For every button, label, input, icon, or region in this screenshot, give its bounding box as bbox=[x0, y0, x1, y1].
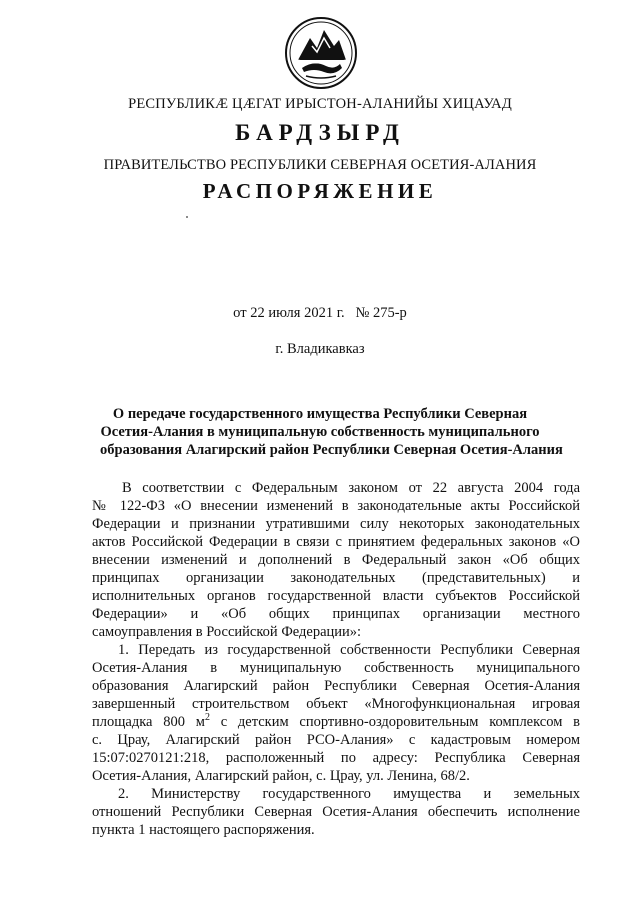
item1-line: с. Црау, Алагирский район РСО-Алания» с кадастровым номером bbox=[92, 732, 580, 748]
preamble-line: № 122-ФЗ «О внесении изменений в законодательные акты Российской bbox=[92, 498, 580, 514]
preamble-line: исполнительных органов государственной власти субъектов Российской bbox=[92, 588, 580, 604]
scan-speck bbox=[186, 216, 188, 218]
subject-line: О передаче государственного имущества Республики Северная bbox=[112, 406, 528, 422]
subject-line: образования Алагирский район Республики Северная Осетия-Алания bbox=[100, 442, 563, 458]
document-date-line bbox=[0, 305, 640, 322]
preamble-line: самоуправления в Российской Федерации»: bbox=[92, 624, 362, 640]
item2-line: пункта 1 настоящего распоряжения. bbox=[92, 822, 315, 838]
item1-line: образования Алагирский район Республики Северная Осетия-Алания bbox=[92, 678, 580, 694]
item2-line: 2. Министерству государственного имущества и земельных bbox=[118, 786, 580, 802]
area-text-rest: с детским спортивно-оздоровительным комплексом в bbox=[209, 714, 580, 730]
item1-line: завершенный строительством объект «Многофункциональная игровая bbox=[92, 696, 580, 712]
item1-line: Осетия-Алания, Алагирский район, с. Црау, ул. Ленина, 68/2. bbox=[92, 768, 470, 784]
russian-government-title: ПРАВИТЕЛЬСТВО РЕСПУБЛИКИ СЕВЕРНАЯ ОСЕТИЯ-АЛАНИЯ bbox=[103, 157, 537, 173]
subject-line: Осетия-Алания в муниципальную собственность муниципального bbox=[100, 424, 540, 440]
preamble-line: Федерации и признании утратившими силу некоторых законодательных bbox=[92, 516, 580, 532]
item2-line: отношений Республики Северная Осетия-Алания обеспечить исполнение bbox=[92, 804, 580, 820]
preamble-line: внесении изменений и дополнений в Федеральный закон «Об общих bbox=[92, 552, 580, 568]
preamble-line: принципах организации законодательных (представительных) и bbox=[92, 570, 580, 586]
area-text: площадка 800 м bbox=[92, 714, 205, 730]
preamble-line: В соответствии с Федеральным законом от 22 августа 2004 года bbox=[122, 480, 580, 496]
document-body bbox=[92, 479, 580, 839]
item1-line-area bbox=[92, 713, 580, 731]
preamble-line: актов Российской Федерации в связи с принятием федеральных законов «О bbox=[92, 534, 580, 550]
item1-line: 15:07:0270121:218, расположенный по адресу: Республика Северная bbox=[92, 750, 580, 766]
ossetian-government-title: РЕСПУБЛИКӔ ЦӔГАТ ИРЫСТОН-АЛАНИЙЫ ХИЦАУАД bbox=[128, 96, 512, 112]
item1-line: 1. Передать из государственной собственности Республики Северная bbox=[118, 642, 580, 658]
preamble-line: Федерации» и «Об общих принципах организации местного bbox=[92, 606, 580, 622]
document-city: г. Владикавказ bbox=[275, 341, 365, 357]
document-type-title: РАСПОРЯЖЕНИЕ bbox=[202, 179, 438, 203]
item1-line: Осетия-Алания в муниципальную собственность муниципального bbox=[92, 660, 580, 676]
document-number: № 275-р bbox=[355, 305, 407, 321]
document-subject bbox=[100, 405, 563, 459]
coat-of-arms-icon bbox=[284, 16, 358, 90]
area-superscript: 2 bbox=[204, 712, 210, 724]
ossetian-document-type: БАРДЗЫРД bbox=[235, 120, 405, 145]
document-date: от 22 июля 2021 г. bbox=[233, 305, 345, 321]
